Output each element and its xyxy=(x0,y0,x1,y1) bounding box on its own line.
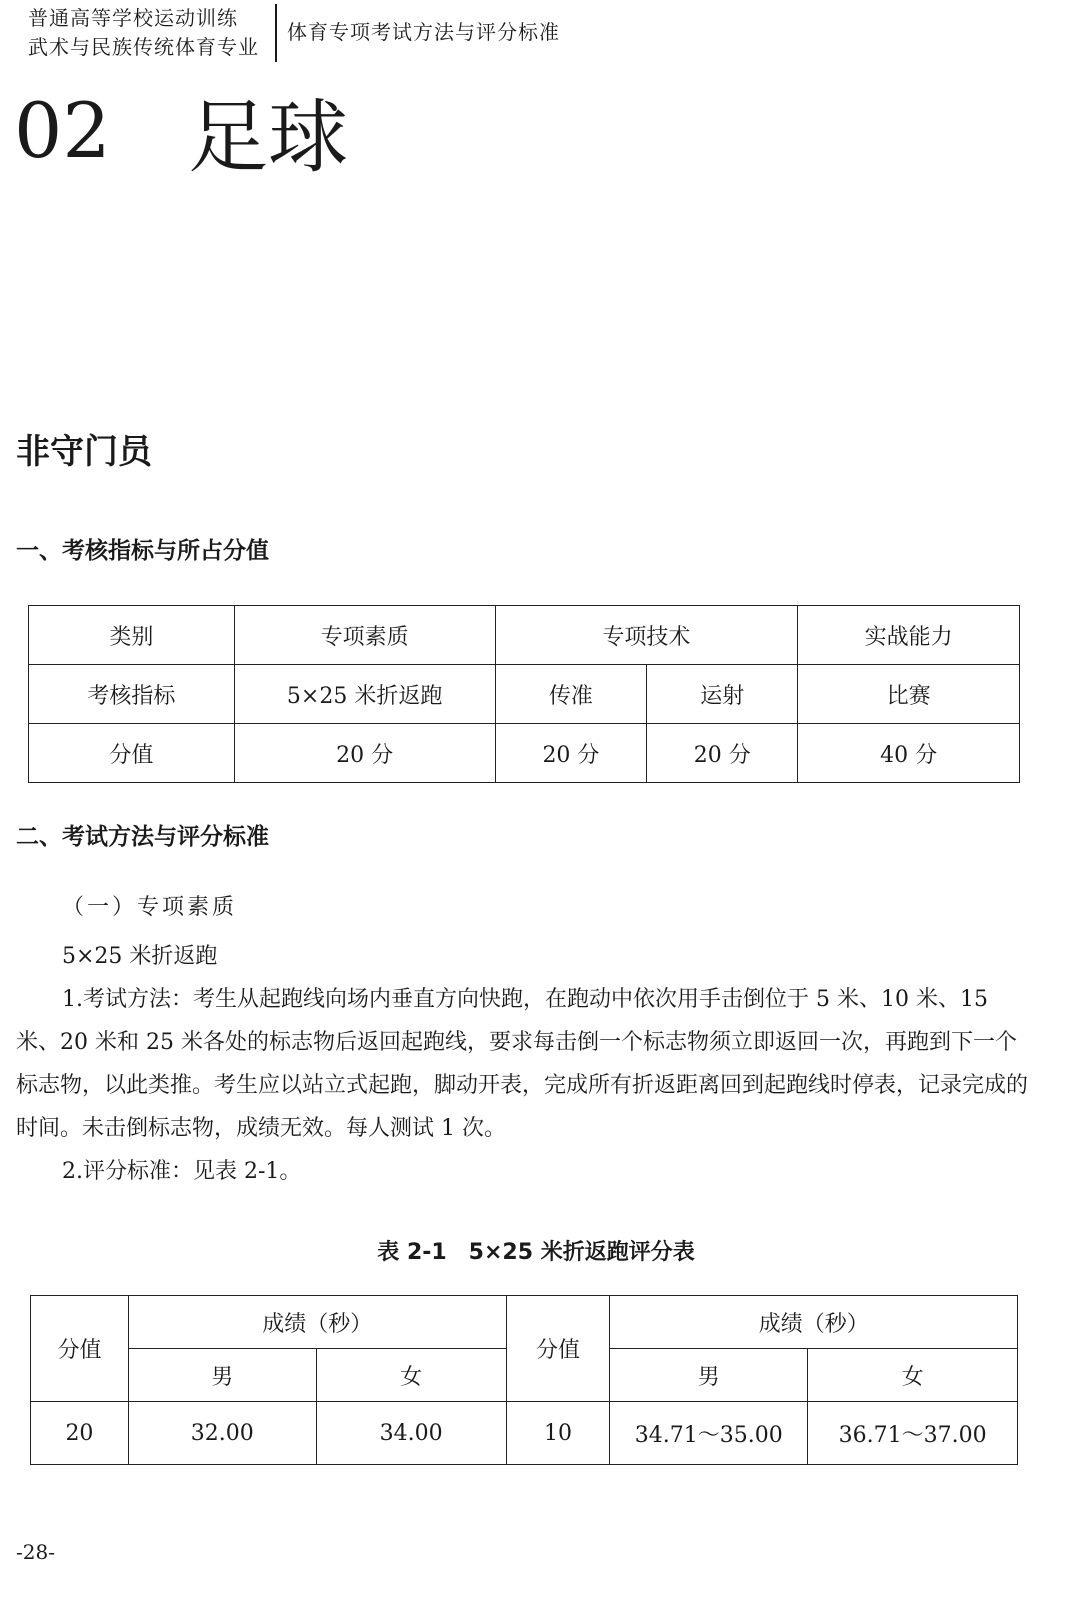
header-line-1: 普通高等学校运动训练 xyxy=(28,6,238,30)
table-cell: 分值 xyxy=(506,1296,610,1402)
table-cell: 20 分 xyxy=(234,724,495,783)
page-header xyxy=(28,4,560,62)
header-book-title xyxy=(28,4,275,62)
table-cell: 男 xyxy=(128,1349,316,1402)
chapter-number: 02 xyxy=(14,85,111,175)
table-cell: 运射 xyxy=(647,665,798,724)
chapter-title: 足球 xyxy=(188,90,348,184)
table-row xyxy=(31,1296,1018,1349)
part1-heading: 一、考核指标与所占分值 xyxy=(16,538,269,564)
table-cell: 20 分 xyxy=(647,724,798,783)
table-row xyxy=(29,606,1020,665)
table-row xyxy=(31,1402,1018,1465)
table-cell: 女 xyxy=(808,1349,1018,1402)
table-cell: 女 xyxy=(316,1349,506,1402)
header-subtitle: 体育专项考试方法与评分标准 xyxy=(287,20,560,44)
table-cell: 20 分 xyxy=(495,724,647,783)
test-item-name xyxy=(16,935,1036,1193)
table-row xyxy=(29,724,1020,783)
table-caption: 表 2-1 5×25 米折返跑评分表 xyxy=(377,1240,695,1265)
table-cell: 分值 xyxy=(29,724,235,783)
table-cell: 40 分 xyxy=(798,724,1020,783)
page-number: -28- xyxy=(16,1540,55,1564)
part2-heading: 二、考试方法与评分标准 xyxy=(16,824,269,850)
table-cell: 成绩（秒） xyxy=(128,1296,506,1349)
table-cell: 5×25 米折返跑 xyxy=(234,665,495,724)
scoring-paragraph: 2.评分标准：见表 2-1。 xyxy=(62,1159,302,1184)
table-cell: 20 xyxy=(31,1402,129,1465)
table-cell: 36.71～37.00 xyxy=(808,1402,1018,1465)
table-cell: 32.00 xyxy=(128,1402,316,1465)
table-cell: 34.00 xyxy=(316,1402,506,1465)
section-title: 非守门员 xyxy=(16,432,152,472)
table-cell: 男 xyxy=(610,1349,808,1402)
table-cell: 专项素质 xyxy=(234,606,495,665)
table-cell: 专项技术 xyxy=(495,606,798,665)
scoring-table xyxy=(30,1295,1018,1465)
table-cell: 10 xyxy=(506,1402,610,1465)
table-cell: 考核指标 xyxy=(29,665,235,724)
table-cell: 成绩（秒） xyxy=(610,1296,1018,1349)
indicator-table xyxy=(28,605,1020,783)
subsection-title: （一）专项素质 xyxy=(62,895,238,920)
table-cell: 分值 xyxy=(31,1296,129,1402)
table-cell: 实战能力 xyxy=(798,606,1020,665)
table-cell: 34.71～35.00 xyxy=(610,1402,808,1465)
table-cell: 比赛 xyxy=(798,665,1020,724)
chapter-heading xyxy=(14,80,348,184)
test-method-paragraph: 1.考试方法：考生从起跑线向场内垂直方向快跑，在跑动中依次用手击倒位于 5 米、10 米、15 米、20 米和 25 米各处的标志物后返回起跑线，要求每击倒一个标志物须立即返回一次，再跑到下一个标志物，以此类推。考生应以站立式起跑，脚动开表，完成所有折返距离回到起跑线时停表，记录完成的时间。未击倒标志物，成绩无效。每人测试 1 次。 xyxy=(16,987,1029,1141)
table-row xyxy=(29,665,1020,724)
table-cell: 类别 xyxy=(29,606,235,665)
header-line-2: 武术与民族传统体育专业 xyxy=(28,35,259,59)
table-cell: 传准 xyxy=(495,665,647,724)
item-name: 5×25 米折返跑 xyxy=(62,944,218,969)
